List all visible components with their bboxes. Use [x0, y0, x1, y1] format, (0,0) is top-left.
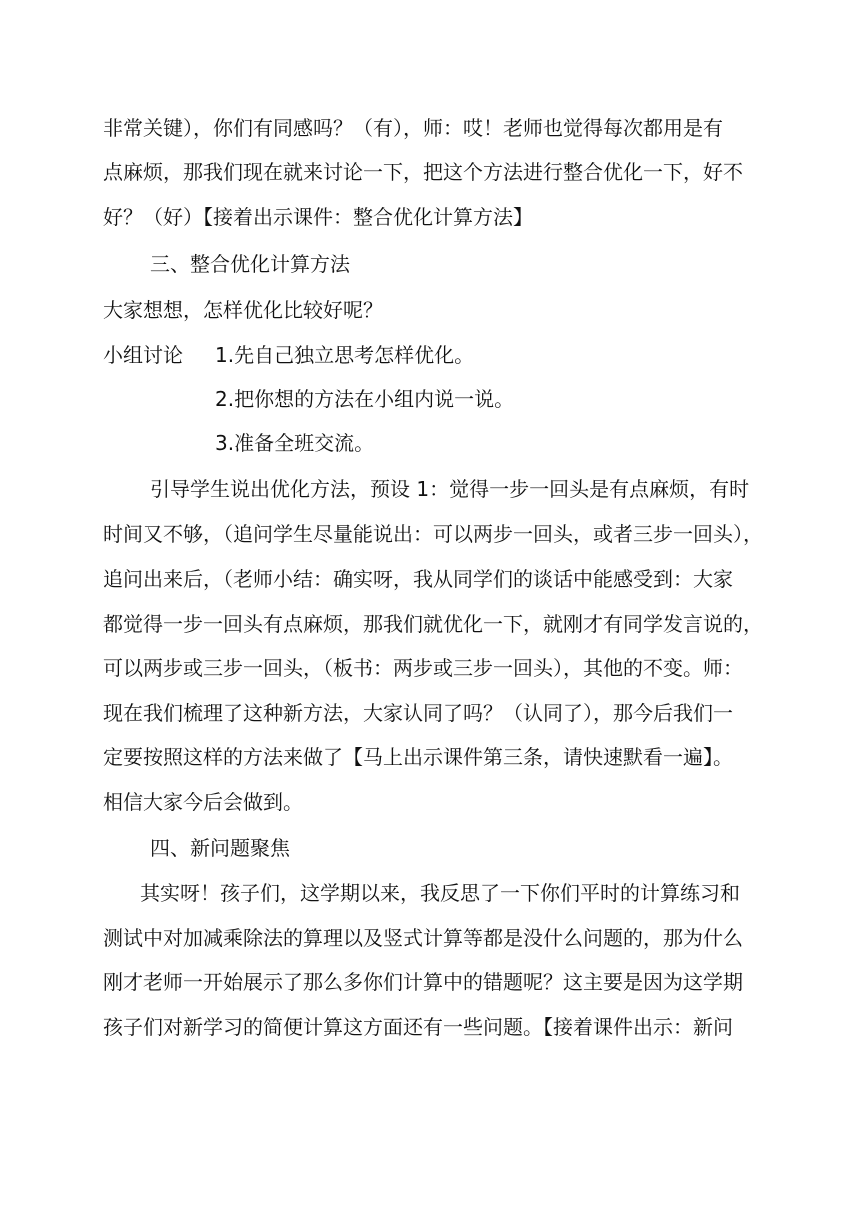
text-line: 定要按照这样的方法来做了【马上出示课件第三条，请快速默看一遍】。	[103, 745, 733, 769]
text-line: 测试中对加减乘除法的算理以及竖式计算等都是没什么问题的，那为什么	[103, 926, 743, 950]
section-heading: 三、整合优化计算方法	[150, 252, 350, 276]
text-line: 点麻烦，那我们现在就来讨论一下，把这个方法进行整合优化一下，好不	[103, 160, 743, 184]
text-line: 好？（好）【接着出示课件：整合优化计算方法】	[103, 205, 533, 229]
text-line: 孩子们对新学习的简便计算这方面还有一些问题。【接着课件出示：新问	[103, 1015, 733, 1039]
text-line: 其实呀！孩子们，这学期以来，我反思了一下你们平时的计算练习和	[140, 881, 740, 905]
step-item: 1.先自己独立思考怎样优化。	[215, 343, 475, 367]
group-discussion-label: 小组讨论	[103, 343, 183, 367]
text-line: 追问出来后，（老师小结：确实呀，我从同学们的谈话中能感受到：大家	[103, 567, 733, 591]
step-item: 3.准备全班交流。	[215, 431, 375, 455]
text-line: 大家想想，怎样优化比较好呢？	[103, 298, 383, 322]
text-line: 都觉得一步一回头有点麻烦，那我们就优化一下，就刚才有同学发言说的，	[103, 612, 763, 636]
step-item: 2.把你想的方法在小组内说一说。	[215, 387, 515, 411]
text-line: 相信大家今后会做到。	[103, 790, 303, 814]
section-heading: 四、新问题聚焦	[150, 836, 290, 860]
text-line: 引导学生说出优化方法，预设 1：觉得一步一回头是有点麻烦，有时	[150, 477, 750, 501]
text-line: 非常关键），你们有同感吗？（有），师：哎！老师也觉得每次都用是有	[103, 116, 723, 140]
text-line: 现在我们梳理了这种新方法，大家认同了吗？（认同了），那今后我们一	[103, 701, 733, 725]
group-discussion-row	[103, 341, 783, 369]
text-line: 时间又不够，（追问学生尽量能说出：可以两步一回头，或者三步一回头），	[103, 522, 763, 546]
text-line: 可以两步或三步一回头，（板书：两步或三步一回头），其他的不变。师：	[103, 656, 743, 680]
text-line: 刚才老师一开始展示了那么多你们计算中的错题呢？这主要是因为这学期	[103, 970, 743, 994]
